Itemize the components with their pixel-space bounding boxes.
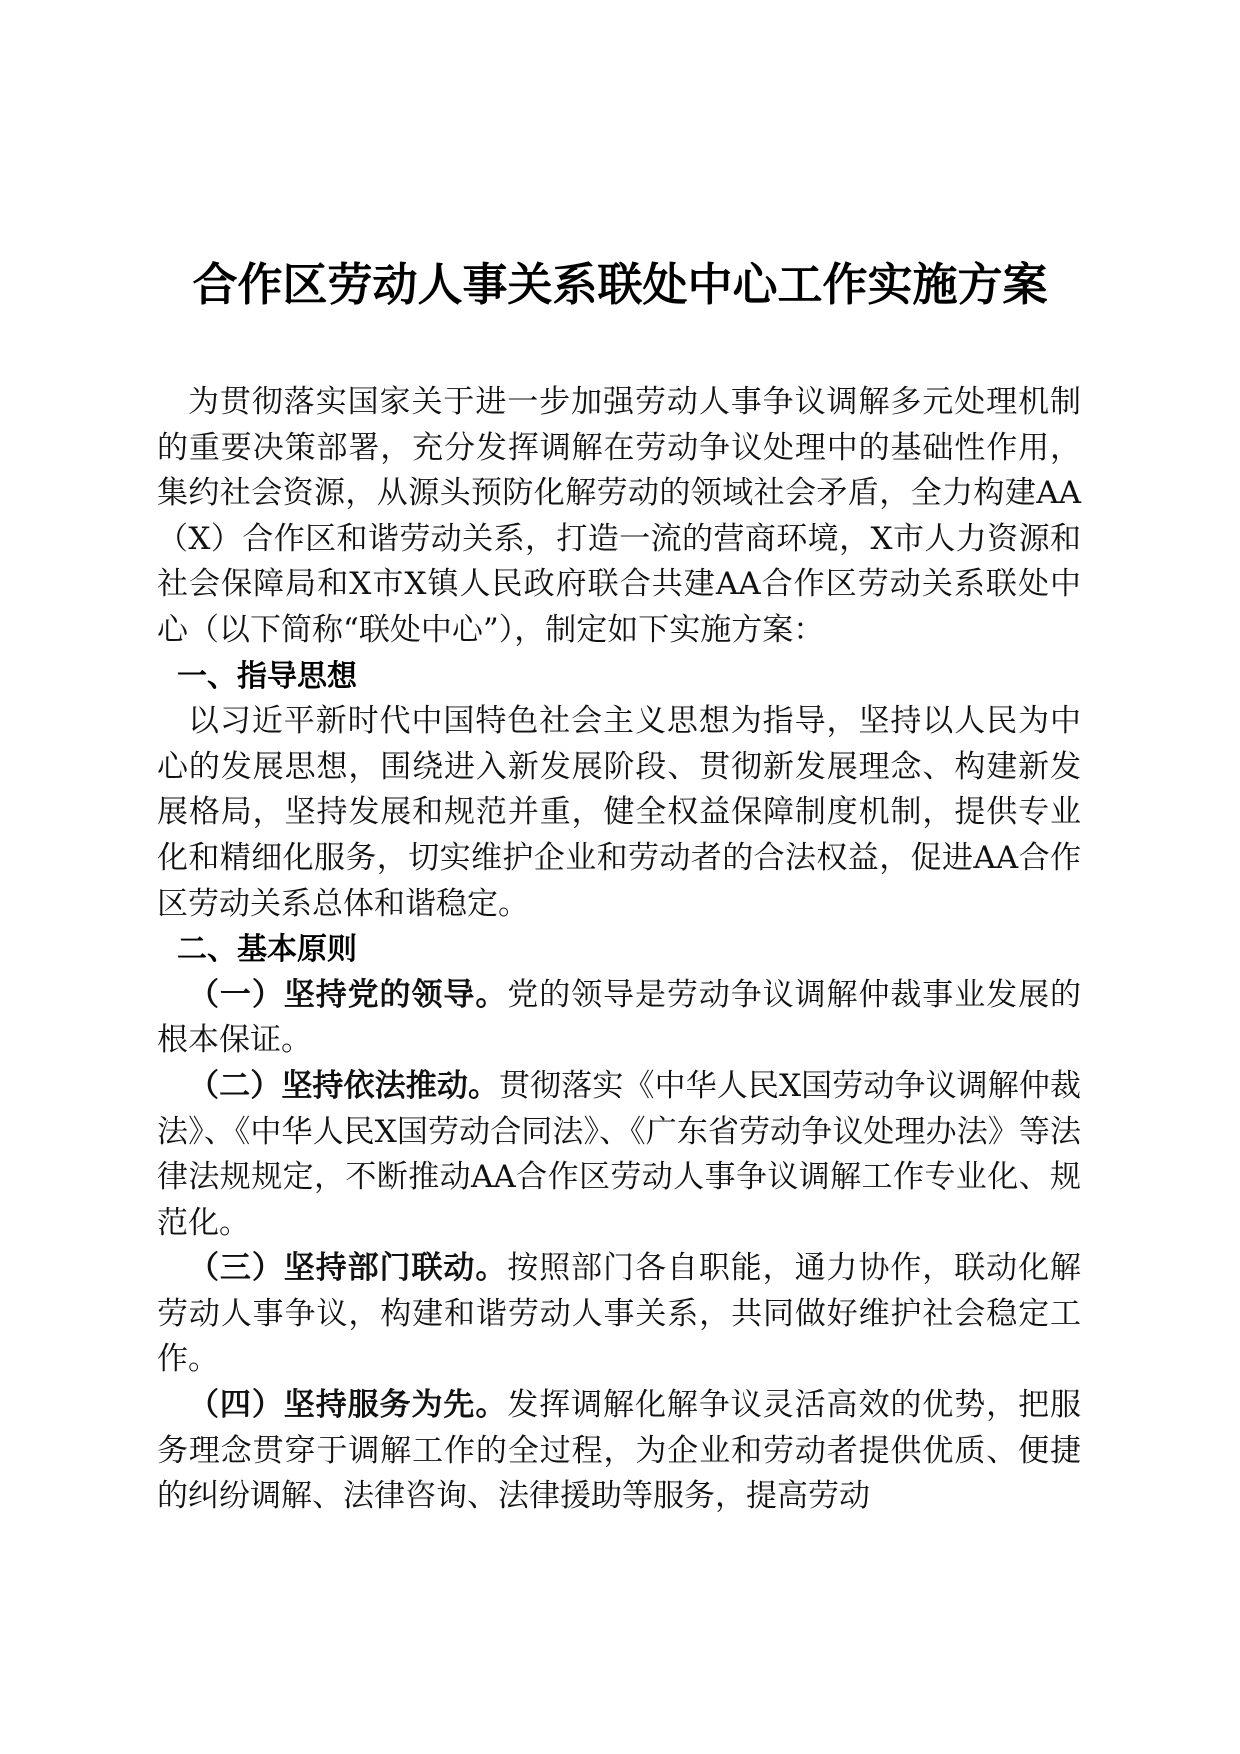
section-heading-basic-principles: 二、基本原则 [177,932,357,968]
principle-item-lead: （二）坚持依法推动。 [188,1067,500,1104]
principle-item-text: 发挥调解化解争议灵活高效的优势，把服务理念贯穿于调解工作的全过程，为企业和劳动者提供优质、便捷的纠纷调解、法律咨询、法律援助等服务，提高劳动 [157,1387,1082,1515]
principle-item-lead: （三）坚持部门联动。 [188,1250,508,1287]
principle-item [157,1064,1081,1246]
principle-item-lead: （一）坚持党的领导。 [188,976,508,1013]
principle-item [157,973,1081,1064]
principle-item-text: 按照部门各自职能，通力协作，联动化解劳动人事争议，构建和谐劳动人事关系，共同做好维护社会稳定工作。 [157,1250,1082,1378]
principle-item-text: 党的领导是劳动争议调解仲裁事业发展的根本保证。 [157,976,1082,1059]
section-heading-guiding-thought: 一、指导思想 [177,658,357,694]
principle-item-text: 贯彻落实《中华人民X国劳动争议调解仲裁法》、《中华人民X国劳动合同法》、《广东省劳动争议处理办法》等法律法规规定，不断推动AA合作区劳动人事争议调解工作专业化、规范化。 [157,1067,1081,1241]
principle-item [157,1246,1081,1383]
document-title: 合作区劳动人事关系联处中心工作实施方案 [192,258,1048,311]
intro-paragraph: 为贯彻落实国家关于进一步加强劳动人事争议调解多元处理机制的重要决策部署，充分发挥调解在劳动争议处理中的基础性作用，集约社会资源，从源头预防化解劳动的领域社会矛盾，全力构建AA（X）合作区和谐劳动关系，打造一流的营商环境，X市人力资源和社会保障局和X市X镇人民政府联合共建AA合作区劳动关系联处中心（以下简称“联处中心”），制定如下实施方案： [157,384,1081,648]
document-body [157,380,1081,1520]
principle-item [157,1383,1081,1520]
principle-item-lead: （四）坚持服务为先。 [188,1387,508,1424]
guiding-thought-paragraph: 以习近平新时代中国特色社会主义思想为指导，坚持以人民为中心的发展思想，围绕进入新发展阶段、贯彻新发展理念、构建新发展格局，坚持发展和规范并重，健全权益保障制度机制，提供专业化和精细化服务，切实维护企业和劳动者的合法权益，促进AA合作区劳动关系总体和谐稳定。 [157,703,1081,922]
